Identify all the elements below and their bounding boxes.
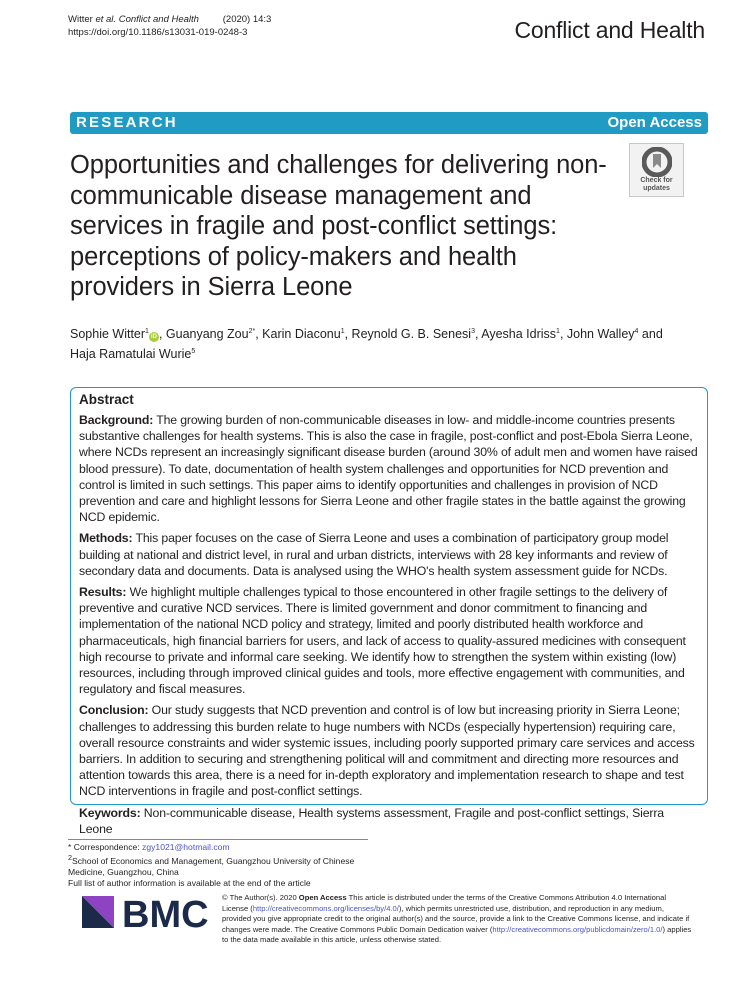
citation-journal: Conflict and Health [118, 14, 199, 25]
abstract-methods: Methods: This paper focuses on the case of Sierra Leone and uses a combination of participatory group model building at national and district level, in rural and urban districts, interviews with 28 key informants and review of secondary data and documents. Data is analysed using the WHO's health system assessment guide for NCDs. [79, 531, 669, 578]
cc-by-license-link[interactable]: http://creativecommons.org/licenses/by/4.0/ [252, 903, 399, 913]
abstract-conclusion: Conclusion: Our study suggests that NCD prevention and control is of low but increasing priority in Sierra Leone; challenges to addressing this burden relate to huge numbers with NCDs (especially hypertension) requiring care, overall resource constraints and wider systemic issues, including poorly supported primary care services and access barriers. In addition to securing and strengthening political will and commitment and directing more resources and attention towards this area, there is a need for in-depth exploratory and implementation research to shape and test NCD interventions in fragile and post-conflict settings. [79, 703, 695, 799]
bmc-logo-text: BMC [122, 894, 209, 934]
affiliation: $^2$School of Economics and Management, Guangzhou University of Chinese Medicine, Guangzhou, China [68, 854, 355, 877]
citation-year-volume: (2020) 14:3 [222, 14, 272, 25]
running-header [68, 13, 271, 39]
check-for-updates-button[interactable] [629, 143, 684, 197]
cc0-waiver-link[interactable]: http://creativecommons.org/publicdomain/zero/1.0/ [492, 924, 663, 934]
orcid-icon[interactable]: iD [150, 334, 157, 341]
check-for-label: Check for [640, 177, 673, 184]
updates-label: updates [643, 184, 670, 192]
author[interactable]: Haja Ramatulai Wurie$^5$ [70, 347, 196, 362]
citation-etal: et al. [95, 14, 117, 25]
abstract-heading: Abstract [79, 392, 134, 407]
citation-author: Witter [68, 14, 93, 25]
author-list: Sophie Witter$^1$iD , Guanyang Zou$^{2*}$, Karin Diaconu$^1$, Reynold G. B. Senesi$^3$, Ayesha Idriss$^1$, John Walley$^4$ and Haja Ramatulai Wurie$^5$ [70, 327, 663, 362]
footnotes [68, 842, 388, 889]
author[interactable]: Reynold G. B. Senesi$^3$ [351, 327, 475, 342]
full-author-info-note: Full list of author information is available at the end of the article [68, 877, 311, 888]
author[interactable]: Sophie Witter$^1$ [70, 327, 149, 342]
doi-link[interactable]: https://doi.org/10.1186/s13031-019-0248-3 [68, 27, 248, 38]
abstract-background: Background: The growing burden of non-communicable diseases in low- and middle-income countries presents substantive challenges for health systems. This is also the case in fragile, post-conflict and post-Ebola Sierra Leone, where NCDs represent an increasingly significant disease burden (around 30% of adult men and women have raised blood pressure). To date, documentation of health system challenges and opportunities for NCD prevention and control is limited in such settings. This paper aims to identify opportunities and challenges in provision of NCD prevention and care and highlight lessons for Sierra Leone and other fragile states in the battle against the growing NCD epidemic. [79, 413, 698, 525]
article-type-banner [70, 112, 708, 134]
citation-line [68, 13, 271, 26]
author[interactable]: Karin Diaconu$^1$ [262, 327, 345, 342]
abstract-keywords: Keywords: Non-communicable disease, Health systems assessment, Fragile and post-conflict settings, Sierra Leone [79, 805, 664, 836]
author[interactable]: John Walley$^4$ [566, 327, 639, 342]
open-access-label: Open Access [607, 114, 702, 131]
footnote-divider [68, 839, 368, 840]
article-type-label: RESEARCH [76, 114, 178, 131]
bookmark-ring-icon [642, 147, 672, 177]
correspondence-email-link[interactable]: zgy1021@hotmail.com [142, 842, 230, 852]
bmc-logo-icon [80, 894, 210, 934]
article-title: Opportunities and challenges for delivering non-communicable disease management and services in fragile and post-conflict settings: perceptions of policy-makers and health providers in Sierra Leone [70, 151, 607, 301]
journal-name: Conflict and Health [514, 17, 705, 43]
author[interactable]: Ayesha Idriss$^1$ [481, 327, 560, 342]
abstract-box [70, 387, 708, 836]
correspondence: * Correspondence: zgy1021@hotmail.com [68, 842, 230, 852]
bmc-logo [80, 894, 210, 939]
abstract-results: Results: We highlight multiple challenges typical to those encountered in other fragile settings to the delivery of preventive and curative NCD services. There is limited government and donor commitment to financing and implementation of the national NCD policy and strategy, limited and poorly distributed health workforce and pharmaceuticals, high financial barriers for users, and lack of access to quality-assured medicines with consequent high recourse to private and informal care seeking. We identify how to strengthen the system within existing (low) resources, including through improved clinical guides and tools, more effective engagement with communities, and regulatory and fiscal measures. [79, 585, 686, 697]
author[interactable]: Guanyang Zou$^{2*}$ [165, 327, 256, 342]
license-statement: © The Author(s). 2020 Open Access This article is distributed under the terms of the Creative Commons Attribution 4.0 International License (http://creativecommons.org/licenses/by/4.0/), which permits unrestricted use, distribution, and reproduction in any medium, provided you give appropriate credit to the original author(s) and the source, provide a link to the Creative Commons license, and indicate if changes were made. The Creative Commons Public Domain Dedication waiver (http://creativecommons.org/publicdomain/zero/1.0/) applies to the data made available in this article, unless otherwise stated. [222, 893, 692, 944]
open-access-bold: Open Access [298, 893, 347, 902]
